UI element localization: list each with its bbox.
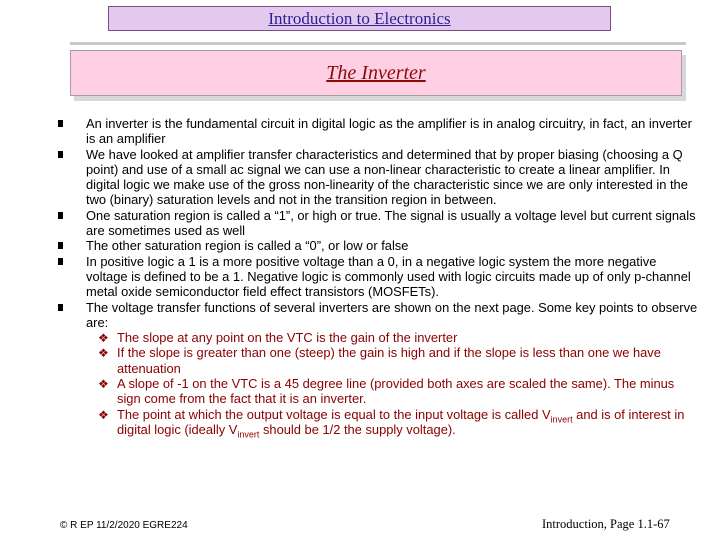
bullet-text: We have looked at amplifier transfer characteristics and determined that by proper biasing (choosing a Q point) and use of a small ac signal we can use a non-linear characteristic to create a linear amplifier. In digital logic we make use of the gross non-linearity of the characteristic since we are only interested in the two (binary) saturation levels and not in the transition region in between.	[86, 146, 688, 208]
bullet-item	[58, 300, 698, 331]
sub-bullet-item	[58, 330, 698, 345]
sub-bullet-item	[58, 345, 698, 376]
bullet-text: One saturation region is called a “1”, or high or true. The signal is usually a voltage level but current signals are sometimes used as well	[86, 207, 696, 239]
bullet-text: The other saturation region is called a “0”, or low or false	[86, 238, 409, 254]
slide-title-box	[70, 50, 682, 96]
course-title: Introduction to Electronics	[268, 8, 451, 28]
subscript-invert: invert	[237, 429, 260, 440]
sub-bullet-text-part: should be 1/2 the supply voltage).	[259, 421, 456, 437]
sub-bullet-item	[58, 407, 698, 438]
diamond-bullet-icon: ❖	[98, 331, 109, 346]
bullet-item	[58, 208, 698, 239]
bullet-text: In positive logic a 1 is a more positive voltage than a 0, in a negative logic system the more negative voltage is defined to be a 1. Negative logic is commonly used with logic circuits made up of only p-channel metal oxide semiconductor field effect transistors (MOSFETs).	[86, 253, 691, 300]
bullet-item	[58, 116, 698, 147]
bullet-item	[58, 254, 698, 300]
square-bullet-icon	[58, 242, 63, 249]
square-bullet-icon	[58, 151, 63, 158]
course-title-bar	[108, 6, 611, 31]
bullet-item	[58, 147, 698, 208]
sub-bullet-text: The slope at any point on the VTC is the gain of the inverter	[117, 330, 458, 346]
diamond-bullet-icon: ❖	[98, 377, 109, 392]
sub-bullet-text	[117, 406, 685, 440]
sub-bullet-text-part: The point at which the output voltage is equal to the input voltage is called V	[117, 406, 551, 422]
square-bullet-icon	[58, 258, 63, 265]
square-bullet-icon	[58, 212, 63, 219]
bullet-text: The voltage transfer functions of several inverters are shown on the next page. Some key points to observe are:	[86, 299, 698, 330]
square-bullet-icon	[58, 120, 63, 127]
sub-bullet-text: If the slope is greater than one (steep) the gain is high and if the slope is less than one we have attenuation	[117, 345, 661, 376]
bullet-item	[58, 238, 698, 253]
sub-bullet-text-part: and is of interest in digital logic (ideally V	[117, 406, 685, 437]
title-divider	[70, 42, 686, 45]
bullet-text: An inverter is the fundamental circuit in digital logic as the amplifier is in analog circuitry, in fact, an inverter is an amplifier	[86, 116, 692, 147]
diamond-bullet-icon: ❖	[98, 407, 109, 422]
sub-bullet-text: A slope of -1 on the VTC is a 45 degree line (provided both axes are scaled the same). The minus sign come from the fact that it is an inverter.	[117, 376, 675, 407]
slide-title: The Inverter	[326, 62, 426, 84]
diamond-bullet-icon: ❖	[98, 346, 109, 361]
footer-page-number: Introduction, Page 1.1-67	[542, 517, 670, 531]
footer-copyright: © R EP 11/2/2020 EGRE224	[60, 520, 188, 531]
square-bullet-icon	[58, 304, 63, 311]
sub-bullet-item	[58, 376, 698, 407]
slide-content	[58, 116, 698, 440]
subscript-invert: invert	[550, 414, 573, 425]
